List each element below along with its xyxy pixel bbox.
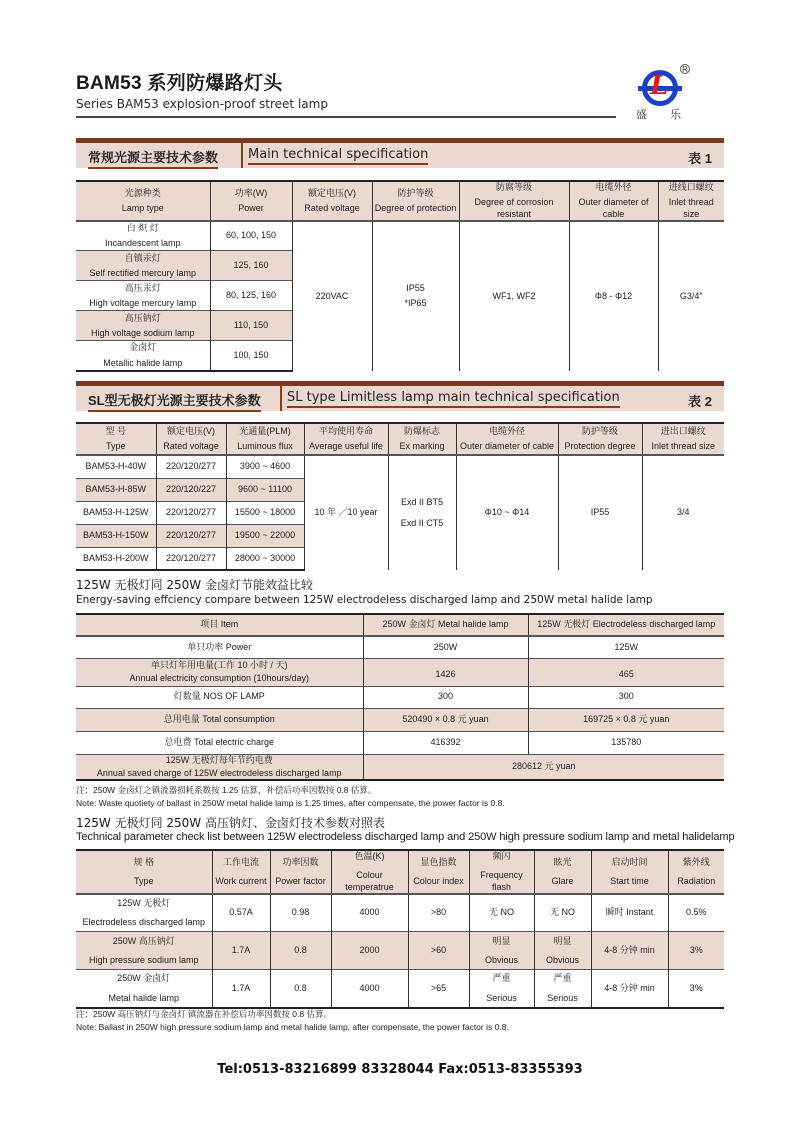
protection-cell: IP55 *IP65 [372, 221, 459, 371]
power-cell: 80, 125, 160 [210, 281, 292, 311]
section-bar-table1 [76, 138, 724, 168]
registered-mark-icon: R [680, 64, 690, 74]
flash-cell: 明显 Obvious [469, 932, 534, 970]
metal-halide-value: 1426 [363, 658, 528, 686]
thread-cell: 3/4 [642, 455, 724, 570]
temp-cell: 2000 [331, 932, 408, 970]
header-power: 功率(W) Power [210, 181, 292, 221]
thread-cell: G3/4″ [658, 221, 724, 371]
header-colour-index: 显色指数 Colour index [408, 850, 469, 894]
item-label: 灯数量 NOS OF LAMP [76, 686, 363, 708]
lamp-type-cell: 自镇汞灯 Self rectified mercury lamp [76, 251, 210, 281]
item-label: 单只功率 Power [187, 641, 252, 652]
index-cell: >65 [408, 970, 469, 1008]
type-cell: BAM53-H-200W [76, 547, 156, 570]
header-colour-temp: 色温(K) Colour temperatrue [331, 850, 408, 894]
header-cable: 电缆外径 Outer diameter of cable [456, 423, 558, 455]
temp-cell: 4000 [331, 894, 408, 932]
glare-cell: 明显 Obvious [534, 932, 591, 970]
glare-cell: 严重 Serious [534, 970, 591, 1008]
flux-cell: 3900 ~ 4600 [226, 455, 304, 478]
header-luminous-flux: 光通量(PLM) Luminous flux [226, 423, 304, 455]
saved-value: 280612 元 yuan [363, 754, 724, 780]
corrosion-cell: WF1, WF2 [459, 221, 569, 371]
lamp-type-cell: 白 炽 灯 Incandescent lamp [104, 222, 181, 248]
energy-note-cn: 注：250W 金卤灯之镇流器损耗系数按 1.25 估算，补偿后功率因数按 0.8 估算。 [76, 785, 377, 795]
table-number: 表 1 [688, 151, 712, 166]
header-rated-voltage: 额定电压(V) Rated voltage [292, 181, 372, 221]
section-title-cn: 常规光源主要技术参数 [88, 147, 218, 169]
section-title-en: SL type Limitless lamp main technical specification [287, 390, 620, 408]
table-row [76, 221, 724, 251]
header-thread: 进出口螺纹 Inlet thread size [642, 423, 724, 455]
header-glare: 眩光 Glare [534, 850, 591, 894]
pf-cell: 0.98 [270, 894, 331, 932]
temp-cell: 4000 [331, 970, 408, 1008]
electrodeless-value: 125W [528, 636, 724, 658]
section-divider [241, 143, 243, 168]
company-logo [632, 62, 702, 122]
header-protection: 防护等级 Degree of protection [372, 181, 459, 221]
table-row [76, 932, 724, 970]
header-corrosion: 防腐等级 Degree of corrosion resistant [459, 181, 569, 221]
header-protection: 防护等级 Protection degree [558, 423, 642, 455]
type-cell: 250W 金卤灯 Metal halide lamp [76, 970, 212, 1008]
type-cell: 250W 高压钠灯 High pressure sodium lamp [76, 932, 212, 970]
type-cell: BAM53-H-40W [85, 461, 146, 472]
lamp-type-cell: 高压钠灯 High voltage sodium lamp [76, 311, 210, 341]
power-cell: 125, 160 [210, 251, 292, 281]
metal-halide-value: 520490 × 0.8 元 yuan [363, 708, 528, 731]
table-row-saved [76, 754, 724, 780]
header-ex-marking: 防爆标志 Ex marking [388, 423, 456, 455]
electrodeless-value: 135780 [528, 731, 724, 754]
header-rated-voltage: 额定电压(V) Rated voltage [156, 423, 226, 455]
table-sl-spec [76, 422, 724, 571]
item-label: 单只灯年用电量(工作 10 小时 / 天) Annual electricity consumption (10hours/day) [76, 658, 363, 686]
header-life: 平均使用寿命 Average useful life [304, 423, 388, 455]
voltage-cell: 220/120/227 [156, 478, 226, 501]
section-divider [280, 386, 282, 411]
metal-halide-value: 416392 [363, 731, 528, 754]
header-radiation: 紫外线 Radiation [668, 850, 724, 894]
power-cell: 100, 150 [210, 341, 292, 371]
header-electrodeless: 125W 无极灯 Electrodeless discharged lamp [528, 614, 724, 636]
uv-cell: 0.5% [668, 894, 724, 932]
table-row [76, 970, 724, 1008]
life-cell: 10 年 ／10 year [304, 455, 388, 570]
header-divider [76, 116, 616, 118]
table-row [76, 894, 724, 932]
cable-cell: Φ8 - Φ12 [569, 221, 658, 371]
flux-cell: 15500 ~ 18000 [226, 501, 304, 524]
energy-compare-title-cn: 125W 无极灯同 250W 金卤灯节能效益比较 [76, 578, 313, 592]
header-work-current: 工作电流 Work current [212, 850, 270, 894]
lamp-type-cell: 高压汞灯 High voltage mercury lamp [76, 281, 210, 311]
power-cell: 60, 100, 150 [210, 221, 292, 251]
protection-cell: IP55 [558, 455, 642, 570]
voltage-cell: 220/120/277 [156, 547, 226, 570]
flux-cell: 9600 ~ 11100 [226, 478, 304, 501]
table-row [76, 686, 724, 708]
voltage-cell: 220/120/277 [156, 455, 226, 478]
tech-compare-title-cn: 125W 无极灯同 250W 高压钠灯、金卤灯技术参数对照表 [76, 816, 385, 830]
cable-cell: Φ10 ~ Φ14 [456, 455, 558, 570]
current-cell: 1.7A [212, 932, 270, 970]
header-item: 项目 Item [76, 614, 363, 636]
table-row [76, 636, 724, 658]
tech-note-en: Note: Ballast in 250W high pressure sodium lamp and metal halide lamp, after compensate, the power factor is 0.8. [76, 1022, 509, 1032]
index-cell: >60 [408, 932, 469, 970]
start-cell: 4-8 分钟 min [591, 970, 668, 1008]
index-cell: >80 [408, 894, 469, 932]
table-row [76, 708, 724, 731]
header-cable: 电缆外径 Outer diameter of cable [569, 181, 658, 221]
start-cell: 瞬时 Instant [591, 894, 668, 932]
voltage-cell: 220/120/277 [156, 524, 226, 547]
current-cell: 0.57A [212, 894, 270, 932]
flash-cell: 严重 Serious [469, 970, 534, 1008]
header-thread: 进线口螺纹 Inlet thread size [658, 181, 724, 221]
header-frequency-flash: 频闪 Frequency flash [469, 850, 534, 894]
item-label: 总电费 Total electric charge [76, 731, 363, 754]
type-cell: 125W 无极灯 Electrodeless discharged lamp [82, 897, 206, 927]
item-label: 总用电量 Total consumption [76, 708, 363, 731]
power-cell: 110, 150 [210, 311, 292, 341]
header-start-time: 启动时间 Start time [591, 850, 668, 894]
ex-marking-cell: Exd II BT5 Exd II CT5 [388, 455, 456, 570]
metal-halide-value: 300 [363, 686, 528, 708]
contact-info: Tel:0513-83216899 83328044 Fax:0513-83355393 [217, 1062, 583, 1077]
header-lamp-type: 光源种类 Lamp type [76, 181, 210, 221]
type-cell: BAM53-H-150W [76, 524, 156, 547]
table-main-spec [76, 180, 724, 372]
header-power-factor: 功率因数 Power factor [270, 850, 331, 894]
pf-cell: 0.8 [270, 970, 331, 1008]
voltage-cell: 220/120/277 [156, 501, 226, 524]
type-cell: BAM53-H-85W [76, 478, 156, 501]
saved-label: 125W 无极灯每年节约电费 Annual saved charge of 125W electrodeless discharged lamp [76, 754, 363, 780]
flux-cell: 19500 ~ 22000 [226, 524, 304, 547]
tech-note-cn: 注：250W 高压钠灯与金卤灯 镇流器在补偿后功率因数按 0.8 估算。 [76, 1009, 332, 1019]
lamp-type-cell: 金卤灯 Metallic halide lamp [76, 341, 210, 371]
table-row [76, 658, 724, 686]
table-row [76, 731, 724, 754]
current-cell: 1.7A [212, 970, 270, 1008]
page-title: BAM53 系列防爆路灯头 [76, 73, 283, 94]
rated-voltage-cell: 220VAC [292, 221, 372, 371]
type-cell: BAM53-H-125W [76, 501, 156, 524]
section-title-cn: SL型无极灯光源主要技术参数 [88, 390, 261, 412]
glare-cell: 无 NO [534, 894, 591, 932]
section-bar-table2 [76, 381, 724, 411]
header-type: 规 格 Type [76, 850, 212, 894]
start-cell: 4-8 分钟 min [591, 932, 668, 970]
table-energy-compare [76, 613, 724, 781]
electrodeless-value: 300 [528, 686, 724, 708]
electrodeless-value: 465 [528, 658, 724, 686]
logo-letter: L [650, 71, 669, 101]
logo-char-1: 盛 [636, 108, 647, 121]
table-tech-compare [76, 849, 724, 1009]
flux-cell: 28000 ~ 30000 [226, 547, 304, 570]
table-number: 表 2 [688, 394, 712, 409]
tech-compare-title-en: Technical parameter check list between 125W electrodeless discharged lamp and 250W high pressure sodium lamp and metal halidelamp [76, 831, 735, 843]
header-metal-halide: 250W 金卤灯 Metal halide lamp [363, 614, 528, 636]
pf-cell: 0.8 [270, 932, 331, 970]
metal-halide-value: 250W [363, 636, 528, 658]
uv-cell: 3% [668, 932, 724, 970]
section-title-en: Main technical specification [248, 147, 428, 165]
header-type: 型 号 Type [76, 423, 156, 455]
uv-cell: 3% [668, 970, 724, 1008]
flash-cell: 无 NO [469, 894, 534, 932]
energy-compare-title-en: Energy-saving effciency compare between 125W electrodeless discharged lamp and 250W metal halide lamp [76, 594, 653, 606]
logo-char-2: 乐 [670, 108, 681, 121]
table-row [76, 455, 724, 478]
electrodeless-value: 169725 × 0.8 元 yuan [528, 708, 724, 731]
page-subtitle: Series BAM53 explosion-proof street lamp [76, 97, 328, 111]
energy-note-en: Note: Waste quotiety of ballast in 250W metal halide lamp is 1.25 times, after compensate, the power factor is 0.8. [76, 798, 505, 808]
